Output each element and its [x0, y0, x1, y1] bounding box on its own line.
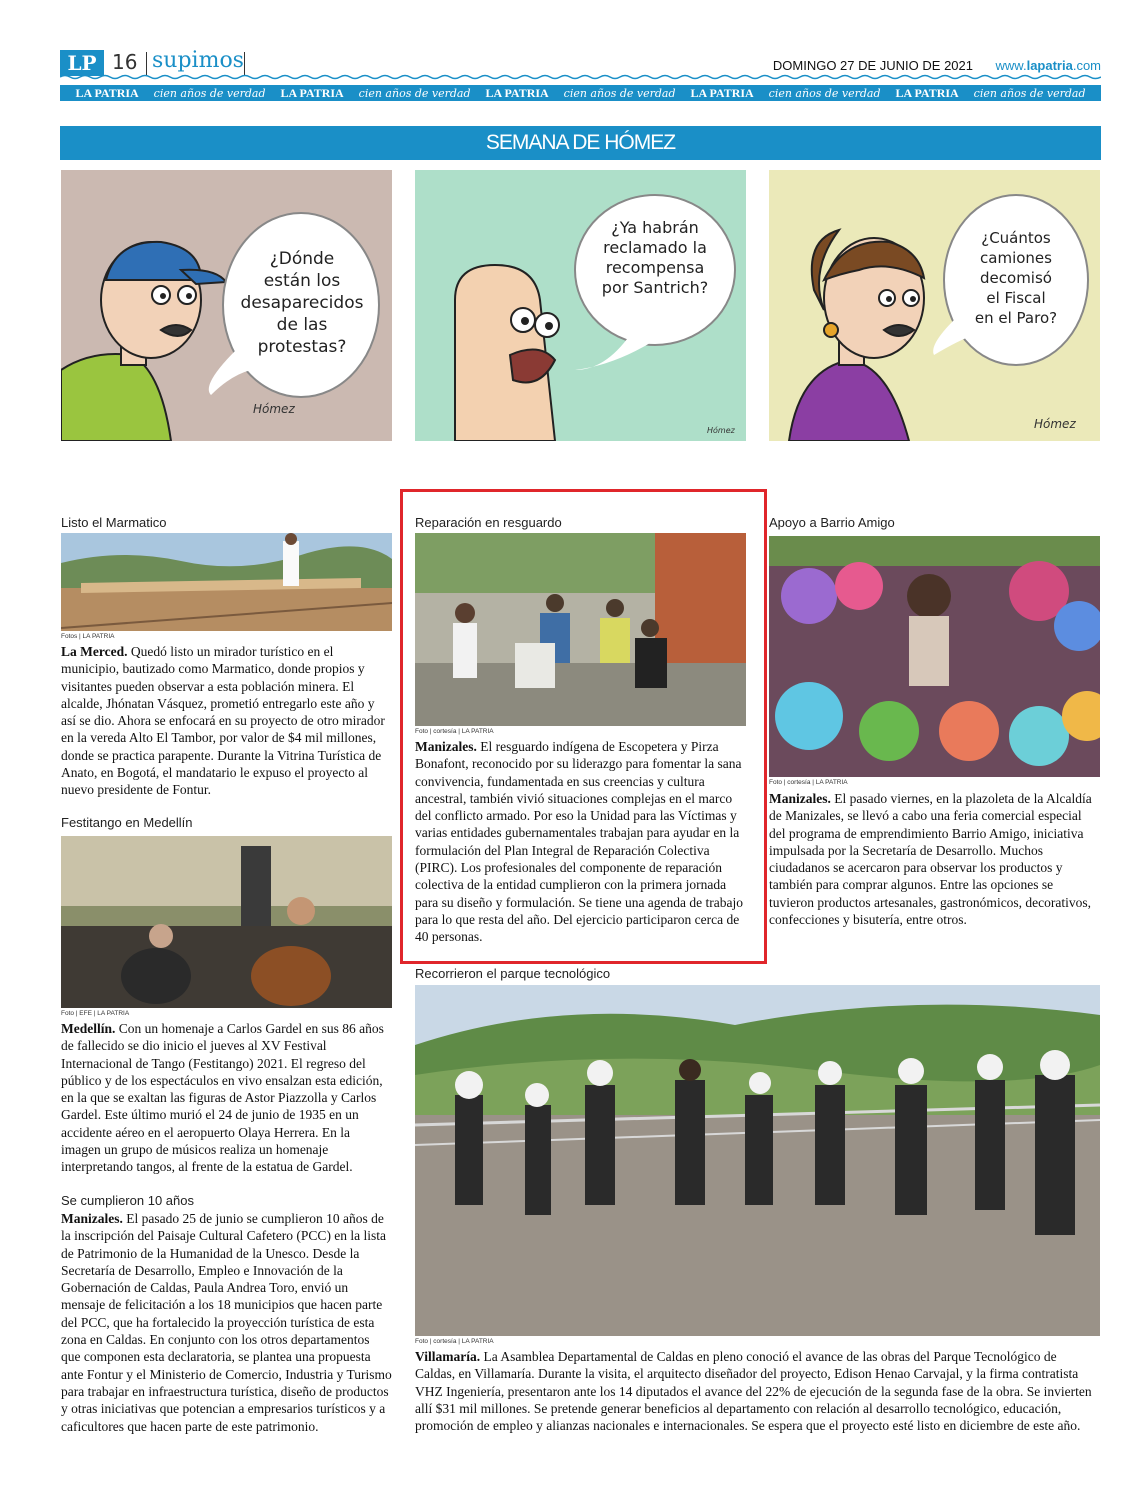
website-prefix: www.	[995, 58, 1027, 73]
page-number: 16	[112, 50, 138, 74]
article-text: El resguardo indígena de Escopetera y Pirza Bonafont, reconocido por su liderazgo para fomentar la sana convivencia, fundamentada en sus creencias y cultura ancestral, también vivió situaciones complejas en el marco del conflicto armado. Por eso la Unidad para las Víctimas y varias entidades gubernamentales trabajan para ayudar en la formulación del Plan Integral de Reparación Colectiva (PIRC). Los profesionales del componente de reparación colectiva de la entidad cumplieron con la primera jornada para su diseño y formulación. Se tiene una agenda de trabajo para lo que resta del año. Del ejercicio participaron cerca de 40 personas.	[415, 739, 744, 945]
strip-brand: LA PATRIA	[485, 85, 549, 100]
lp-logo: LP	[60, 50, 104, 76]
speech-line: camiones	[980, 249, 1052, 267]
photo-tango-musicians	[61, 836, 392, 1008]
comic-panel-3	[769, 170, 1100, 441]
photo-crafts-fair	[769, 536, 1100, 777]
divider	[244, 52, 245, 76]
article-text: La Asamblea Departamental de Caldas en pleno conoció el avance de las obras del Parque Tecnológico de Caldas, en Villamaría. Durante la visita, el arquitecto diseñador del proyecto, Edison Henao Carvajal, y la firma contratista VHZ Ingeniería, presentaron ante los 14 diputados el avance del 22% de ejecución de la segunda fase de la obra. Se invierten allí $31 mil millones. Se pretende generar beneficios al departamento con relación al desarrollo tecnológico, educación, promoción de empleo y alianzas nacionales e internacionales. Se espera que el proyecto esté listo en diciembre de este año.	[415, 1349, 1092, 1434]
cartoon-finger-character-icon	[415, 170, 746, 441]
speech-line: el Fiscal	[986, 289, 1046, 307]
article-headline: Festitango en Medellín	[61, 815, 193, 830]
photo-credit: Foto | EFE | LA PATRIA	[61, 1010, 130, 1017]
article-dateline: Manizales.	[769, 791, 831, 806]
speech-line: reclamado la	[603, 238, 707, 257]
website-link[interactable]	[996, 58, 1101, 73]
speech-line: protestas?	[257, 337, 347, 357]
article-text: El pasado viernes, en la plazoleta de la Alcaldía de Manizales, se llevó a cabo una feria comercial especial del programa de emprendimiento Barrio Amigo, iniciativa impulsada por la Secretaría de Desarrollo. Muchos ciudadanos se acercaron para observar los productos y también para comprar algunos. Entre las opciones se tuvieron productos artesanales, gastronómicos, decorativos, confecciones y bisutería, entre otros.	[769, 791, 1092, 928]
photo-credit: Foto | cortesía | LA PATRIA	[415, 728, 494, 735]
panel-signature: Hómez	[707, 426, 735, 435]
wave-rule	[60, 74, 1101, 80]
speech-line: desaparecidos	[240, 293, 364, 313]
article-body	[61, 1210, 392, 1435]
article-text: El pasado 25 de junio se cumplieron 10 años de la inscripción del Paisaje Cultural Cafetero (PCC) en la lista de Patrimonio de la Humanidad de la Unesco. Desde la Secretaría de Desarrollo, Empleo e Innovación de la Gobernación de Caldas, Paula Andrea Toro, envió un mensaje de felicitación a los 18 municipios que hacen parte del PCC, que ha fortalecido la proyección turística de esta zona en Caldas. En conjunto con los otros departamentos que componen esta declaratoria, se plantea una propuesta ante Fontur y el Ministerio de Comercio, Industria y Turismo para trabajar en infraestructura turística, diseño de productos y otras iniciativas que potencian a empresarios turísticos y a caficultores que hacen parte de este patrimonio.	[61, 1211, 392, 1434]
masthead	[60, 48, 1101, 78]
strip-tagline: cien años de verdad	[153, 86, 266, 100]
photo-credit: Foto | cortesía | LA PATRIA	[415, 1338, 494, 1345]
issue-date: DOMINGO 27 DE JUNIO DE 2021	[772, 58, 973, 73]
strip-brand: LA PATRIA	[75, 85, 139, 100]
article-text: Con un homenaje a Carlos Gardel en sus 86 años de fallecido se dio inicio el jueves al XV Festival Internacional de Tango (Festitango) 2021. El regreso del público y de los espectáculos en vivo ensalzan esta edición, en la que se exaltan las figuras de Astor Piazzolla y Carlos Gardel. Este último murió el 24 de junio de 1935 en un accidente aéreo en el aeropuerto Olaya Herrera. En la imagen un grupo de músicos realiza un homenaje interpretando tangos, al frente de la estatua de Gardel.	[61, 1021, 384, 1175]
comic-panel-2	[415, 170, 746, 441]
photo-credit: Foto | cortesía | LA PATRIA	[769, 779, 848, 786]
speech-line: ¿Cuántos	[981, 229, 1051, 247]
article-body	[61, 1020, 392, 1176]
strip-tagline: cien años de verdad	[358, 86, 471, 100]
article-body	[61, 643, 392, 799]
article-headline: Se cumplieron 10 años	[61, 1193, 194, 1208]
divider	[146, 52, 147, 76]
article-headline: Reparación en resguardo	[415, 515, 562, 530]
article-body	[769, 790, 1100, 928]
article-headline: Listo el Marmatico	[61, 515, 167, 530]
speech-bubble-3	[954, 228, 1078, 328]
article-text: Quedó listo un mirador turístico en el municipio, bautizado como Marmatico, donde propios y visitantes pueden observar a esta población minera. El alcalde, Jhónatan Vásquez, prometió entregarlo este año y así se dio. Ahora se enfocará en su proyecto de otro mirador en la vereda Alto El Tambor, por valor de $4 mil millones, donde se practica parapente. Durante la Vitrina Turística de Anato, en Bogotá, el mandatario le expuso el proyecto al nuevo presidente de Fontur.	[61, 644, 385, 798]
website-suffix: .com	[1072, 58, 1101, 73]
photo-mirador	[61, 533, 392, 631]
speech-bubble-2	[585, 218, 725, 298]
photo-meeting-circle	[415, 533, 746, 726]
speech-line: ¿Dónde	[269, 249, 335, 269]
speech-bubble-1	[226, 248, 378, 358]
article-dateline: Medellín.	[61, 1021, 116, 1036]
panel-signature: Hómez	[1034, 417, 1076, 431]
website-brand: lapatria	[1026, 58, 1073, 73]
comic-panel-1	[61, 170, 392, 441]
article-headline: Recorrieron el parque tecnológico	[415, 966, 611, 981]
speech-line: por Santrich?	[601, 278, 709, 297]
article-body	[415, 738, 746, 946]
speech-line: en el Paro?	[974, 309, 1058, 327]
section-name: supimos	[152, 48, 244, 73]
article-dateline: Manizales.	[61, 1211, 123, 1226]
strip-brand: LA PATRIA	[895, 85, 959, 100]
article-dateline: Manizales.	[415, 739, 477, 754]
article-dateline: Villamaría.	[415, 1349, 481, 1364]
strip-brand: LA PATRIA	[280, 85, 344, 100]
strip-tagline: cien años de verdad	[768, 86, 881, 100]
article-dateline: La Merced.	[61, 644, 128, 659]
photo-park-visit	[415, 985, 1100, 1336]
speech-line: ¿Ya habrán	[611, 218, 699, 237]
speech-line: recompensa	[605, 258, 705, 277]
speech-line: están los	[263, 271, 341, 291]
speech-line: decomisó	[980, 269, 1052, 287]
photo-credit: Fotos | LA PATRIA	[61, 633, 115, 640]
speech-line: de las	[276, 315, 328, 335]
strip-brand: LA PATRIA	[690, 85, 754, 100]
brand-strip	[60, 85, 1101, 101]
strip-tagline: cien años de verdad	[563, 86, 676, 100]
panel-signature: Hómez	[253, 402, 295, 416]
article-body	[415, 1348, 1100, 1434]
article-headline: Apoyo a Barrio Amigo	[769, 515, 895, 530]
strip-tagline: cien años de verdad	[973, 86, 1086, 100]
comic-banner: SEMANA DE HÓMEZ	[60, 126, 1101, 160]
